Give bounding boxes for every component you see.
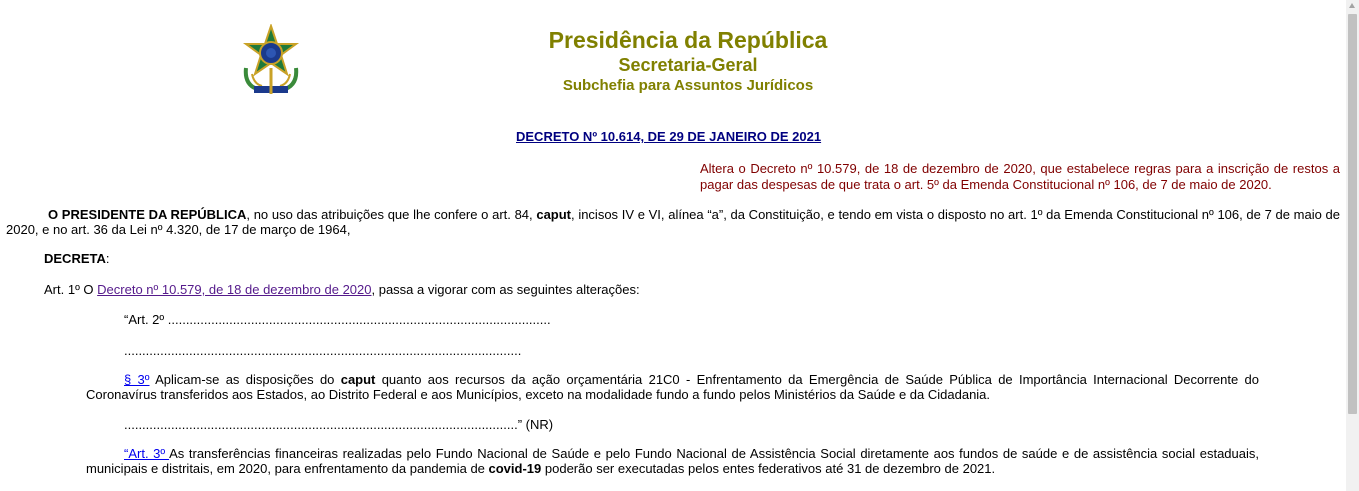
paragraph-3 <box>86 372 1259 402</box>
decree-10579-link[interactable]: Decreto nº 10.579, de 18 de dezembro de 2020 <box>97 282 372 297</box>
preamble-text-1: , no uso das atribuições que lhe confere o art. 84, <box>246 207 537 222</box>
preamble <box>6 207 1340 237</box>
article-3-text-1: As transferências financeiras realizadas pelo Fundo Nacional de Saúde e pelo Fundo Nacional de Assistência Social diretamente aos fundos de saúde e de assistência social estaduais, municipais e distritais, em 2020, para enfrentamento da pandemia de <box>86 446 1259 476</box>
scroll-up-arrow-icon[interactable] <box>1349 3 1355 8</box>
header-subunit: Subchefia para Assuntos Jurídicos <box>562 77 814 94</box>
paragraph-3-text-1: Aplicam-se as disposições do <box>149 372 341 387</box>
article-3-bold: covid-19 <box>488 461 542 476</box>
scrollbar-thumb[interactable] <box>1348 14 1357 414</box>
coat-of-arms-icon <box>240 24 302 98</box>
decreta-word: DECRETA <box>44 251 106 266</box>
decreta-heading <box>44 251 110 266</box>
preamble-caput: caput <box>536 207 572 222</box>
paragraph-3-text-2: quanto aos recursos da ação orçamentária 21C0 - Enfrentamento da Emergência de Saúde Pública de Importância Internacional Decorrente do Coronavírus transferidos aos Estados, ao Distrito Federal e aos Municípios, exceto na modalidade fundo a fundo pelos Ministérios da Saúde e da Cidadania. <box>86 372 1259 402</box>
header-subtitle: Secretaria-Geral <box>618 55 758 75</box>
article-1 <box>44 282 640 297</box>
paragraph-3-link[interactable]: § 3º <box>124 372 150 387</box>
article-1-prefix: Art. 1º O <box>44 282 98 297</box>
header-titles <box>476 26 900 95</box>
article-3-link[interactable]: “Art. 3º <box>124 446 170 461</box>
ellipsis-line: .............................................................................................................. <box>124 343 522 358</box>
decree-title[interactable]: DECRETO Nº 10.614, DE 29 DE JANEIRO DE 2021 <box>516 129 822 144</box>
paragraph-3-caput: caput <box>340 372 376 387</box>
article-3-text-2: poderão ser executadas pelos entes federativos até 31 de dezembro de 2021. <box>541 461 996 476</box>
decreta-colon: : <box>105 251 110 266</box>
preamble-text-2: , incisos IV e VI, alínea “a”, da Constituição, e tendo em vista o disposto no art. 1º da Emenda Constitucional nº 106, de 7 de maio de 2020, e no art. 36 da Lei nº 4.320, de 17 de março de 1964, <box>6 207 1340 237</box>
decree-ementa: Altera o Decreto nº 10.579, de 18 de dezembro de 2020, que estabelece regras para a inscrição de restos a pagar das despesas de que trata o art. 5º da Emenda Constitucional nº 106, de 7 de maio de 2020. <box>700 161 1340 192</box>
header <box>0 22 1346 102</box>
vertical-scrollbar[interactable] <box>1346 0 1359 491</box>
article-1-suffix: , passa a vigorar com as seguintes alterações: <box>371 282 640 297</box>
article-2-line: “Art. 2º .......................................................................................................... <box>124 312 551 327</box>
header-title: Presidência da República <box>548 27 828 53</box>
article-3 <box>86 446 1259 476</box>
nr-line: .............................................................................................................” (NR) <box>124 417 554 432</box>
preamble-lead: O PRESIDENTE DA REPÚBLICA <box>48 207 247 222</box>
